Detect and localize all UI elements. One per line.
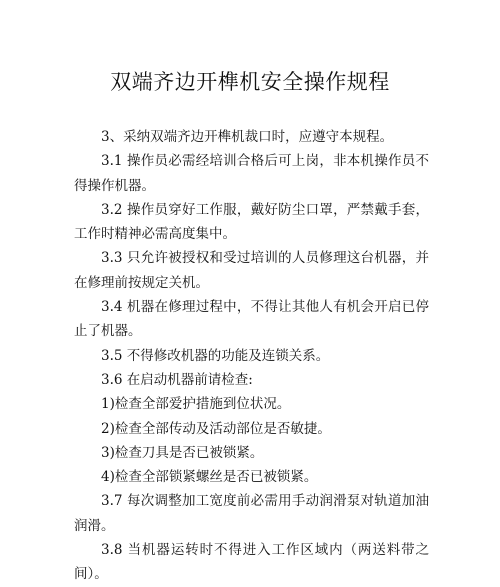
paragraph-3-4: 3.4 机器在修理过程中，不得让其他人有机会开启已停止了机器。 (74, 299, 429, 340)
checklist-item-4: 4)检查全部锁紧螺丝是否已被锁紧。 (101, 469, 318, 486)
checklist-item-2: 2)检查全部传动及活动部位是否敏捷。 (101, 420, 331, 437)
paragraph-3-6: 3.6 在启动机器前请检查: (101, 371, 253, 388)
paragraph-3-1: 3.1 操作员必需经培训合格后可上岗，非本机操作员不得操作机器。 (74, 153, 429, 194)
document-body (74, 125, 429, 587)
paragraph-3-2: 3.2 操作员穿好工作服，戴好防尘口罩，严禁戴手套，工作时精神必需高度集中。 (74, 201, 429, 243)
checklist-item-1: 1)检查全部爱护措施到位状况。 (101, 396, 291, 413)
paragraph-3-7: 3.7 每次调整加工宽度前必需用手动润滑泵对轨道加油润滑。 (74, 493, 429, 534)
document-title: 双端齐边开榫机安全操作规程 (110, 70, 390, 94)
paragraph-3-3: 3.3 只允许被授权和受过培训的人员修理这台机器，并在修理前按规定关机。 (74, 250, 429, 291)
paragraph-3-5: 3.5 不得修改机器的功能及连锁关系。 (101, 347, 330, 364)
checklist-item-3: 3)检查刀具是否已被锁紧。 (101, 444, 264, 461)
paragraph-intro: 3、采纳双端齐边开榫机裁口时，应遵守本规程。 (101, 129, 394, 145)
paragraph-3-8: 3.8 当机器运转时不得进入工作区域内（两送料带之间）。 (74, 542, 429, 583)
